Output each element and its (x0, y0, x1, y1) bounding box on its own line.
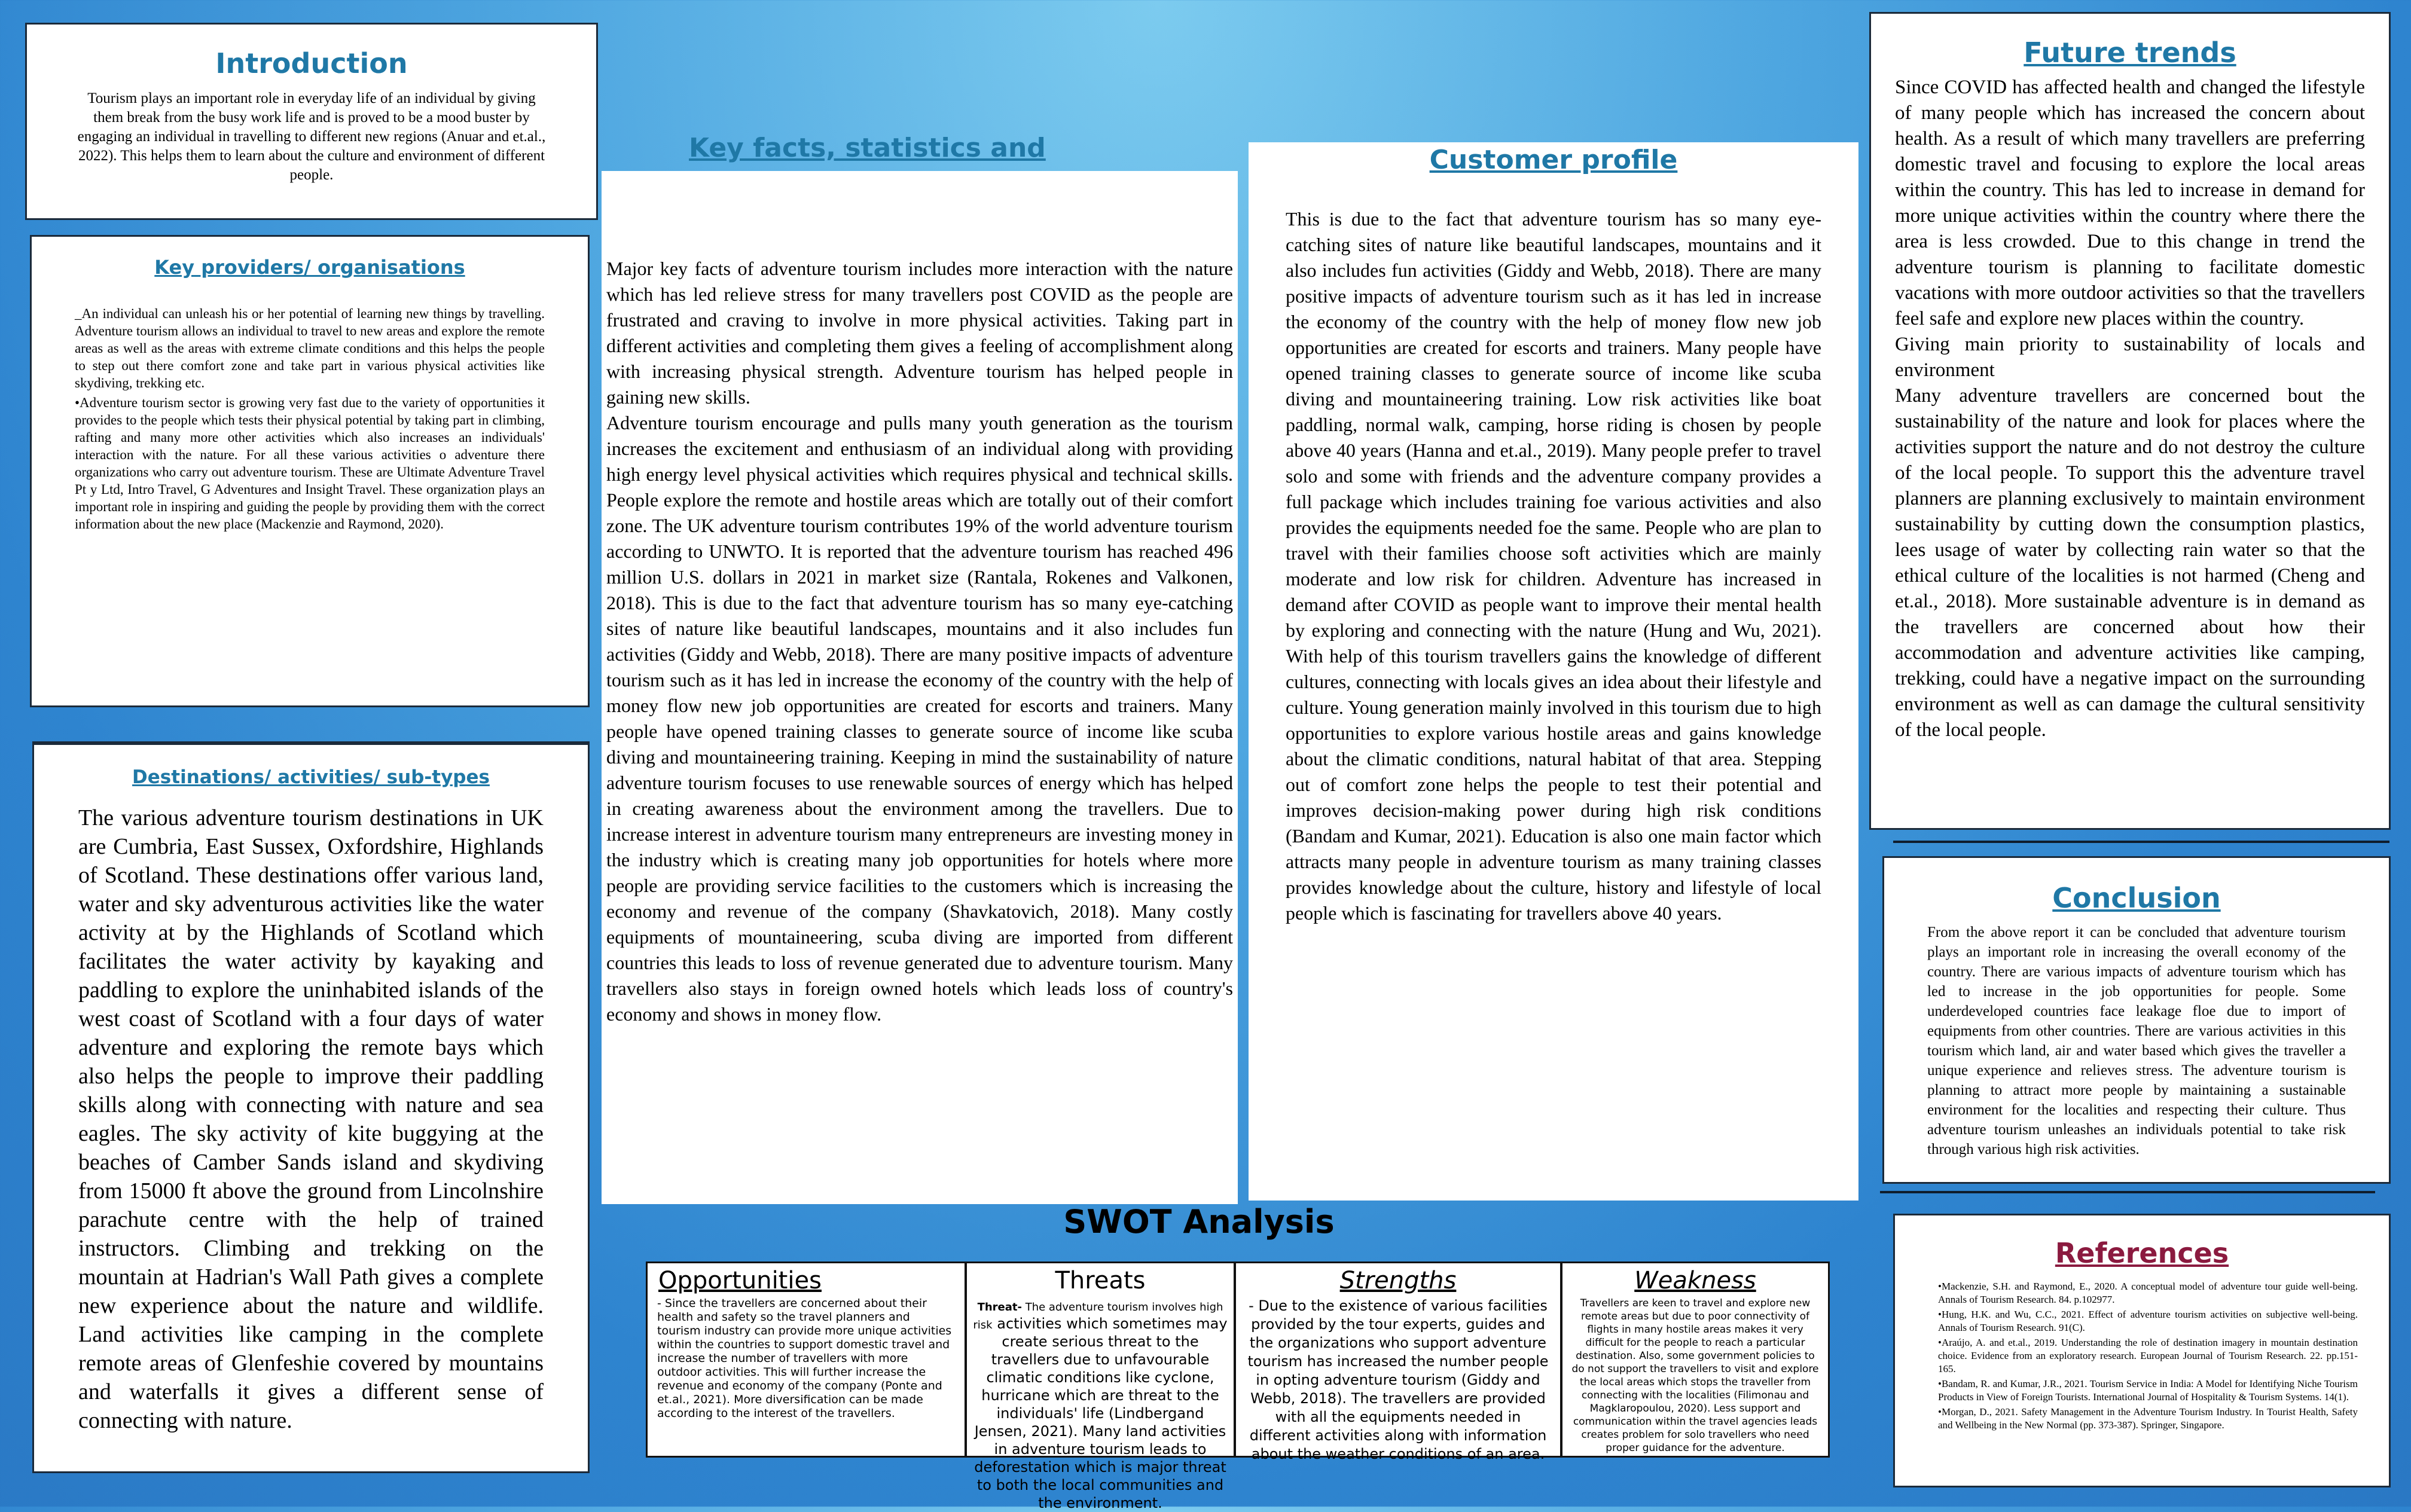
future-divider (1893, 841, 2389, 843)
keyfacts-paragraph-1: Major key facts of adventure tourism includes more interaction with the nature which has led relieve stress for many travellers post COVID as the people are frustrated and craving to involve in more physical activities. Taking part in different activities and completing them gives a feeling of accomplishment along with increasing physical strength. Adventure tourism has helped people in gaining new skills. (606, 258, 1233, 408)
future-trends-title: Future trends (2024, 36, 2236, 69)
keyfacts-paragraph-2: Adventure tourism encourage and pulls many youth generation as the tourism increases the excitement and enthusiasm of an individual along with providing high energy level physical activities which requires physical and technical skills. People explore the remote and hostile areas which are totally out of their comfort zone. The UK adventure tourism contributes 19% of the world adventure tourism according to UNWTO. It is reported that the adventure tourism has reached 496 million U.S. dollars in 2021 in market size (Rantala, Rokenes and Valkonen, 2018). This is due to the fact that adventure tourism has so many eye-catching sites of nature like beautiful landscapes, mountains and it also includes fun activities (Giddy and Webb, 2018). There are many positive impacts of adventure tourism such as it has led in increase the economy of the country with the help of money flow new job opportunities are created for escorts and trainers. Many people have opened training classes to generate source of income like scuba diving and mountaineering training. Keeping in mind the sustainability of nature adventure tourism focuses to use renewable sources of energy which has helped in creating awareness about the environment among the travellers. Due to increase interest in adventure tourism many entrepreneurs are investing money in the industry which is creating many job opportunities for hotels where more people are providing service facilities to the customers which is increasing the economy and revenue of the company (Shavkatovich, 2018). Many costly equipments of mountaineering, scuba diving are imported from different countries this leads to loss of revenue generated due to adventure tourism. Many travellers also stays in foreign owned hotels which leads loss of country's economy and shows in money flow. (606, 412, 1233, 1025)
introduction-body: Tourism plays an important role in everyday life of an individual by giving them break from the busy work life and is proved to be a mood buster by engaging an individual in travelling to different new regions (Anuar and et.al., 2022). This helps them to learn about the culture and environment of different people. (77, 90, 546, 183)
introduction-box (25, 23, 598, 220)
conclusion-divider (1880, 1191, 2375, 1193)
conclusion-box (1882, 856, 2391, 1184)
keyfacts-box (602, 171, 1238, 1204)
strengths-text: - Due to the existence of various facilities provided by the tour experts, guides and the organizations who support adventure tourism has increased the number people in opting adventure tourism (Giddy and Webb, 2018). The travellers are provided with all the equipments needed in different activities along with information about the weather conditions of an area. (1247, 1297, 1549, 1462)
weakness-heading: Weakness (1634, 1267, 1756, 1294)
reference-item: •Mackenzie, S.H. and Raymond, E., 2020. A conceptual model of adventure tour guide well-being. Annals of Tourism Research. 84. p.102977. (1938, 1281, 2358, 1305)
providers-paragraph-2: •Adventure tourism sector is growing very fast due to the variety of opportunities it provides to the people which tests their physical potential by taking part in climbing, rafting and many more other activities which also increases an individuals' interaction with the nature. For all these various activities o adventure there organizations who carry out adventure tourism. These are Ultimate Adventure Travel Pt y Ltd, Intro Travel, G Adventures and Insight Travel. These organization plays an important role in inspiring and guiding the people by providing them with the correct information about the new place (Mackenzie and Raymond, 2020). (75, 395, 545, 532)
swot-threats (967, 1263, 1236, 1511)
opportunities-text: - Since the travellers are concerned about their health and safety so the travel planners and tourism industry can provide more unique activities within the countries to support domestic travel and increase the number of travellers with more outdoor activities. This will further increase the revenue and economy of the company (Ponte and et.al., 2021). More diversification can be made according to the interest of the travellers. (657, 1297, 952, 1420)
reference-item: •Araújo, A. and et.al., 2019. Understanding the role of destination imagery in mountain destination choice. Evidence from an exploratory research. European Journal of Tourism Research. 22. pp.151-165. (1938, 1337, 2358, 1374)
customer-profile-body: This is due to the fact that adventure tourism has so many eye-catching sites of nature like beautiful landscapes, mountains and it also includes fun activities (Giddy and Webb, 2018). There are many positive impacts of adventure tourism such as it has led in increase the economy of the country with the help of money flow new job opportunities are created for escorts and trainers. Many people have opened training classes to generate source of income like scuba diving and mountaineering training. Low risk activities like boat paddling, normal walk, camping, horse riding is chosen by people above 40 years (Hanna and et.al., 2019). Many people prefer to travel solo and some with friends and the adventure company provides a full package which includes training foe various activities and also provides the equipments needed foe the same. People who are plan to travel with their families choose soft activities which are mainly moderate and low risk for children. Adventure has increased in demand after COVID as people want to improve their mental health by exploring and connecting with the nature (Hung and Wu, 2021). With help of this tourism travellers gains the knowledge of different cultures, connecting with locals gives an idea about their lifestyle and culture. Young generation mainly involved in this tourism due to high opportunities to explore various hostile areas and gains knowledge about the climatic conditions, natural habitat of that area. Stepping out of comfort zone helps the people to test their potential and improves decision-making power during high risk conditions (Bandam and Kumar, 2021). Education is also one main factor which attracts many people in adventure tourism as many training classes provides knowledge about the culture, history and lifestyle of local people which is fascinating for travellers above 40 years. (1286, 208, 1821, 924)
customer-profile-title: Customer profile (1429, 145, 1678, 175)
destinations-title: Destinations/ activities/ sub-types (132, 766, 490, 788)
threats-lead: The adventure tourism involves high risk (973, 1301, 1223, 1331)
strengths-heading: Strengths (1339, 1267, 1457, 1294)
destinations-body: The various adventure tourism destinations in UK are Cumbria, East Sussex, Oxfordshire, Highlands of Scotland. These destinations offer various land, water and sky adventurous activities like the water activity at by the Highlands of Scotland which facilitates the water activity by kayaking and paddling to explore the uninhabited islands of the west coast of Scotland with a four days of water adventure and exploring the remote bays which also helps the people to improve their paddling skills along with connecting with nature and sea eagles. The sky activity of kite buggying at the beaches of Camber Sands island and skydiving from 15000 ft above the ground from Lincolnshire parachute centre with the help of trained instructors. Climbing and trekking on the mountain at Hadrian's Wall Path gives a complete new experience about the nature and wildlife. Land activities like camping in the complete remote areas of Glenfeshie covered by mountains and waterfalls it gives a different sense of connecting with nature. (78, 805, 544, 1433)
threats-text (967, 1297, 1234, 1512)
conclusion-body: From the above report it can be concluded that adventure tourism plays an important role in increasing the overall economy of the country. There are various impacts of adventure tourism which has led to increase in the job opportunities for people. Some underdeveloped countries face leakage floe due to import of equipments from other countries. There are various activities in this tourism which land, air and water based which gives the traveller a unique experience and relieves stress. The adventure tourism is planning to attract more people by maintaining a sustainable environment for the localities and respecting their culture. Thus adventure tourism unleashes an individuals potential to take risk through various high risk activities. (1927, 924, 2346, 1157)
providers-title: Key providers/ organisations (154, 256, 465, 279)
threats-body: activities which sometimes may create serious threat to the travellers due to unfavourable climatic conditions like cyclone, hurricane which are threat to the individuals' life (Lindbergand Jensen, 2021). Many land activities in adventure tourism leads to deforestation which is major threat to both the local communities and the environment. (974, 1315, 1228, 1511)
future-trends-paragraph-1: Since COVID has affected health and changed the lifestyle of many people which has increased the concern about health. As a result of which many travellers are preferring domestic travel and focusing to explore the local areas within the country. This has led to increase in demand for more unique activities within the country where there the area is less crowded. Due to this change in trend the adventure tourism is planning to facilitate domestic vacations with more outdoor activities so that the travellers feel safe and explore new places within the country. (1895, 77, 2365, 329)
providers-box (30, 235, 590, 707)
future-trends-paragraph-2: Giving main priority to sustainability of locals and environment (1895, 334, 2365, 381)
swot-strengths (1236, 1263, 1562, 1462)
providers-paragraph-1: _An individual can unleash his or her potential of learning new things by travelling. Adventure tourism allows an individual to travel to new areas and explore the remote areas as well as the areas with extreme climate conditions and this helps the people to step out there comfort zone and take part in various physical activities like skydiving, trekking etc. (75, 306, 545, 390)
conclusion-title: Conclusion (2052, 882, 2221, 914)
references-title: References (2055, 1237, 2229, 1269)
threats-heading: Threats (1055, 1267, 1146, 1294)
customer-profile-box (1249, 142, 1858, 1201)
destinations-box (32, 741, 590, 1473)
threats-lead-label: Threat- (977, 1301, 1022, 1314)
swot-table (646, 1261, 1830, 1511)
introduction-title: Introduction (215, 47, 408, 80)
reference-item: •Hung, H.K. and Wu, C.C., 2021. Effect of adventure tourism activities on subjective well-being. Annals of Tourism Research. 91(C). (1938, 1309, 2358, 1333)
opportunities-heading: Opportunities (658, 1267, 822, 1294)
swot-opportunities (648, 1263, 967, 1456)
weakness-text: Travellers are keen to travel and explore new remote areas but due to poor connectivity of flights in many hostile areas makes it very difficult for the people to reach a particular destination. Also, some government policies to do not support the travellers to visit and explore the local areas which stops the traveller from connecting with the localities (Filimonau and Magklaropoulou, 2020). Less support and communication within the travel agencies leads creates problem for solo travellers who need proper guidance for the adventure. (1571, 1297, 1819, 1454)
future-trends-box (1869, 12, 2391, 830)
reference-item: •Bandam, R. and Kumar, J.R., 2021. Tourism Service in India: A Model for Identifying Niche Tourism Products in View of Foreign Tourists. International Journal of Hospitality & Tourism Systems. 14(1). (1938, 1378, 2358, 1403)
swot-weakness (1562, 1263, 1828, 1456)
keyfacts-title: Key facts, statistics and (689, 133, 1046, 163)
references-box (1893, 1214, 2391, 1487)
reference-item: •Morgan, D., 2021. Safety Management in the Adventure Tourism Industry. In Tourist Health, Safety and Wellbeing in the New Normal (pp. 373-387). Springer, Singapore. (1938, 1406, 2358, 1431)
swot-title: SWOT Analysis (1063, 1203, 1335, 1241)
future-trends-paragraph-3: Many adventure travellers are concerned bout the sustainability of the nature and look for places where the activities support the nature and do not destroy the culture of the local people. To support this the adventure travel planners are planning exclusively to maintain environment sustainability by cutting down the consumption plastics, lees usage of water by collecting rain water so that the ethical culture of the localities is not harmed (Cheng and et.al., 2018). More sustainable adventure is in demand as the travellers are concerned about how their accommodation and adventure activities like camping, trekking, could have a negative impact on the surrounding environment as well as can damage the cultural sensitivity of the local people. (1895, 385, 2365, 741)
